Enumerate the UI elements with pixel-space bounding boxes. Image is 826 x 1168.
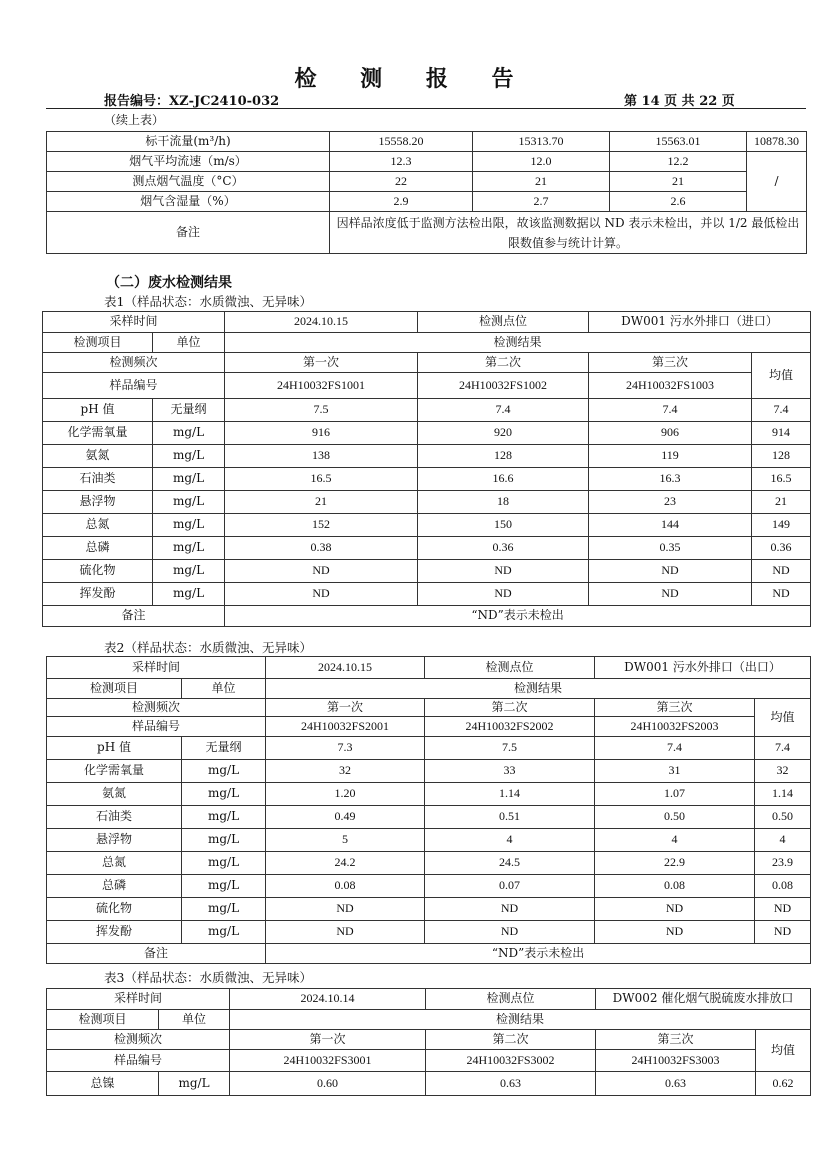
table-row: [47, 760, 811, 783]
sample-date: 2024.10.15: [225, 312, 418, 333]
gas-label: 烟气含湿量（%）: [47, 192, 330, 212]
value-cell: ND: [266, 921, 425, 944]
table-row: [43, 560, 811, 583]
report-number: 报告编号：XZ-JC2410-032: [104, 94, 280, 109]
table-row: [47, 898, 811, 921]
item-unit: 无量纲: [153, 399, 225, 422]
table2-head-row: [47, 699, 811, 717]
value-cell: 0.60: [230, 1072, 426, 1096]
table1-head-row: [43, 333, 811, 353]
table-row: [43, 491, 811, 514]
mean-cell: ND: [755, 921, 811, 944]
point-label: 检测点位: [418, 312, 589, 333]
value-cell: ND: [418, 583, 589, 606]
value-cell: 7.4: [418, 399, 589, 422]
report-title: 检 测 报 告: [294, 66, 532, 92]
mean-cell: 128: [752, 445, 811, 468]
gas-mean-slash: /: [747, 152, 807, 212]
item-unit: mg/L: [153, 422, 225, 445]
value-cell: 1.14: [425, 783, 595, 806]
value-cell: 0.63: [426, 1072, 596, 1096]
mean-cell: 7.4: [752, 399, 811, 422]
table-row: [43, 583, 811, 606]
item-unit: mg/L: [182, 760, 266, 783]
value-cell: ND: [595, 898, 755, 921]
value-cell: 0.38: [225, 537, 418, 560]
value-cell: 33: [425, 760, 595, 783]
freq-label: 检测频次: [47, 699, 266, 717]
table3-caption: 表3（样品状态：水质微浊、无异味）: [104, 970, 312, 985]
table2-remark-row: [47, 944, 811, 964]
mean-cell: 0.62: [756, 1072, 811, 1096]
remark-text: “ND”表示未检出: [225, 606, 811, 627]
mean-cell: 21: [752, 491, 811, 514]
value-cell: 18: [418, 491, 589, 514]
gas-value: 2.6: [610, 192, 747, 212]
item-unit: mg/L: [153, 491, 225, 514]
value-cell: 0.08: [266, 875, 425, 898]
table1-caption: 表1（样品状态：水质微浊、无异味）: [104, 294, 312, 309]
item-name: 石油类: [43, 468, 153, 491]
gas-row: [47, 172, 807, 192]
item-unit: mg/L: [153, 583, 225, 606]
item-name: 化学需氧量: [47, 760, 182, 783]
gas-value: 12.0: [473, 152, 610, 172]
sample-no: 24H10032FS2001: [266, 717, 425, 737]
remark-text: “ND”表示未检出: [266, 944, 811, 964]
value-cell: 7.4: [595, 737, 755, 760]
table-row: [47, 829, 811, 852]
point-value: DW001 污水外排口（出口）: [595, 657, 811, 679]
sample-no-label: 样品编号: [47, 1050, 230, 1072]
sample-no: 24H10032FS3001: [230, 1050, 426, 1072]
value-cell: 7.3: [266, 737, 425, 760]
value-cell: 16.5: [225, 468, 418, 491]
value-cell: 916: [225, 422, 418, 445]
gas-value: 12.3: [330, 152, 473, 172]
continued-note: （续上表）: [104, 113, 165, 127]
first-label: 第一次: [266, 699, 425, 717]
sample-no-label: 样品编号: [47, 717, 266, 737]
value-cell: 32: [266, 760, 425, 783]
value-cell: 906: [589, 422, 752, 445]
gas-value: 15558.20: [330, 132, 473, 152]
gas-value: 2.7: [473, 192, 610, 212]
table-row: [43, 537, 811, 560]
item-unit: mg/L: [153, 514, 225, 537]
mean-cell: 0.50: [755, 806, 811, 829]
value-cell: 0.49: [266, 806, 425, 829]
page-info: 第 14 页 共 22 页: [624, 94, 735, 109]
remark-label: 备注: [47, 944, 266, 964]
second-label: 第二次: [425, 699, 595, 717]
value-cell: 7.4: [589, 399, 752, 422]
item-unit: mg/L: [182, 829, 266, 852]
gas-value: 15563.01: [610, 132, 747, 152]
table-row: [43, 514, 811, 537]
table1-remark-row: [43, 606, 811, 627]
sample-no-label: 样品编号: [43, 373, 225, 399]
item-unit: mg/L: [182, 875, 266, 898]
freq-label: 检测频次: [43, 353, 225, 373]
value-cell: 16.3: [589, 468, 752, 491]
third-label: 第三次: [595, 699, 755, 717]
value-cell: 21: [225, 491, 418, 514]
item-label: 检测项目: [43, 333, 153, 353]
sample-no: 24H10032FS2003: [595, 717, 755, 737]
value-cell: 0.36: [418, 537, 589, 560]
value-cell: 150: [418, 514, 589, 537]
table1-head-row: [43, 373, 811, 399]
table2-head-row: [47, 657, 811, 679]
gas-mean-flow: 10878.30: [747, 132, 807, 152]
second-label: 第二次: [426, 1030, 596, 1050]
gas-value: 12.2: [610, 152, 747, 172]
value-cell: 0.07: [425, 875, 595, 898]
gas-row: [47, 132, 807, 152]
point-label: 检测点位: [426, 989, 596, 1010]
mean-label: 均值: [756, 1030, 811, 1072]
mean-cell: 23.9: [755, 852, 811, 875]
table-row: [47, 852, 811, 875]
unit-label: 单位: [182, 679, 266, 699]
second-label: 第二次: [418, 353, 589, 373]
result-label: 检测结果: [230, 1010, 811, 1030]
gas-value: 2.9: [330, 192, 473, 212]
sample-no: 24H10032FS1001: [225, 373, 418, 399]
item-name: 总磷: [47, 875, 182, 898]
gas-value: 21: [610, 172, 747, 192]
gas-value: 22: [330, 172, 473, 192]
sample-time-label: 采样时间: [47, 989, 230, 1010]
freq-label: 检测频次: [47, 1030, 230, 1050]
mean-cell: 16.5: [752, 468, 811, 491]
table-row: [47, 737, 811, 760]
item-name: 硫化物: [47, 898, 182, 921]
item-name: 总氮: [47, 852, 182, 875]
item-name: 氨氮: [47, 783, 182, 806]
sample-time-label: 采样时间: [43, 312, 225, 333]
item-name: pH 值: [43, 399, 153, 422]
point-value: DW002 催化烟气脱硫废水排放口: [596, 989, 811, 1010]
value-cell: 7.5: [225, 399, 418, 422]
header-divider: [46, 108, 806, 109]
sample-no: 24H10032FS1002: [418, 373, 589, 399]
sample-no: 24H10032FS2002: [425, 717, 595, 737]
item-unit: mg/L: [182, 806, 266, 829]
first-label: 第一次: [225, 353, 418, 373]
table-row: [47, 875, 811, 898]
table-row: [47, 783, 811, 806]
value-cell: ND: [425, 921, 595, 944]
first-label: 第一次: [230, 1030, 426, 1050]
mean-label: 均值: [755, 699, 811, 737]
gas-label: 测点烟气温度（°C）: [47, 172, 330, 192]
value-cell: 138: [225, 445, 418, 468]
mean-cell: 0.08: [755, 875, 811, 898]
table-row: [43, 399, 811, 422]
value-cell: ND: [595, 921, 755, 944]
value-cell: ND: [225, 583, 418, 606]
table-row: [43, 422, 811, 445]
value-cell: 5: [266, 829, 425, 852]
table1-head-row: [43, 312, 811, 333]
result-label: 检测结果: [225, 333, 811, 353]
item-unit: 无量纲: [182, 737, 266, 760]
value-cell: 0.63: [596, 1072, 756, 1096]
table1-head-row: [43, 353, 811, 373]
third-label: 第三次: [589, 353, 752, 373]
remark-label: 备注: [43, 606, 225, 627]
value-cell: ND: [418, 560, 589, 583]
value-cell: 24.2: [266, 852, 425, 875]
mean-cell: 149: [752, 514, 811, 537]
table-row: [47, 921, 811, 944]
table-row: [47, 806, 811, 829]
value-cell: 0.51: [425, 806, 595, 829]
gas-label: 标干流量(m³/h): [47, 132, 330, 152]
value-cell: 0.50: [595, 806, 755, 829]
gas-label: 烟气平均流速（m/s）: [47, 152, 330, 172]
value-cell: 4: [595, 829, 755, 852]
item-name: 挥发酚: [47, 921, 182, 944]
gas-value: 21: [473, 172, 610, 192]
item-name: 氨氮: [43, 445, 153, 468]
table3-head-row: [47, 1010, 811, 1030]
table3-head-row: [47, 1050, 811, 1072]
unit-label: 单位: [159, 1010, 230, 1030]
third-label: 第三次: [596, 1030, 756, 1050]
value-cell: 1.20: [266, 783, 425, 806]
item-unit: mg/L: [153, 560, 225, 583]
value-cell: 7.5: [425, 737, 595, 760]
table2-head-row: [47, 717, 811, 737]
mean-cell: 32: [755, 760, 811, 783]
item-unit: mg/L: [159, 1072, 230, 1096]
mean-label: 均值: [752, 353, 811, 399]
item-unit: mg/L: [182, 898, 266, 921]
section-title: （二）废水检测结果: [106, 275, 232, 291]
point-label: 检测点位: [425, 657, 595, 679]
value-cell: 0.35: [589, 537, 752, 560]
value-cell: 152: [225, 514, 418, 537]
table-row: [43, 468, 811, 491]
value-cell: ND: [589, 560, 752, 583]
item-label: 检测项目: [47, 1010, 159, 1030]
value-cell: 22.9: [595, 852, 755, 875]
sample-no: 24H10032FS1003: [589, 373, 752, 399]
mean-cell: ND: [752, 583, 811, 606]
sample-no: 24H10032FS3003: [596, 1050, 756, 1072]
table-row: [43, 445, 811, 468]
mean-cell: 1.14: [755, 783, 811, 806]
value-cell: 119: [589, 445, 752, 468]
item-name: 挥发酚: [43, 583, 153, 606]
item-name: 硫化物: [43, 560, 153, 583]
item-name: 悬浮物: [47, 829, 182, 852]
value-cell: 1.07: [595, 783, 755, 806]
table2-caption: 表2（样品状态：水质微浊、无异味）: [104, 640, 312, 655]
mean-cell: ND: [752, 560, 811, 583]
sample-time-label: 采样时间: [47, 657, 266, 679]
gas-row: [47, 192, 807, 212]
item-name: 总氮: [43, 514, 153, 537]
value-cell: ND: [589, 583, 752, 606]
mean-cell: 7.4: [755, 737, 811, 760]
gas-remark-row: [47, 212, 807, 254]
value-cell: 128: [418, 445, 589, 468]
table3-head-row: [47, 1030, 811, 1050]
table2-head-row: [47, 679, 811, 699]
item-name: 总镍: [47, 1072, 159, 1096]
table3: [46, 988, 811, 1096]
value-cell: 920: [418, 422, 589, 445]
gas-remark-label: 备注: [47, 212, 330, 254]
table2: [46, 656, 811, 964]
value-cell: 16.6: [418, 468, 589, 491]
value-cell: 31: [595, 760, 755, 783]
item-name: 石油类: [47, 806, 182, 829]
gas-table: [46, 131, 807, 254]
value-cell: 0.08: [595, 875, 755, 898]
value-cell: 4: [425, 829, 595, 852]
item-unit: mg/L: [182, 921, 266, 944]
table1: [42, 311, 811, 627]
mean-cell: ND: [755, 898, 811, 921]
table-row: [47, 1072, 811, 1096]
result-label: 检测结果: [266, 679, 811, 699]
value-cell: ND: [225, 560, 418, 583]
mean-cell: 4: [755, 829, 811, 852]
item-unit: mg/L: [153, 445, 225, 468]
item-unit: mg/L: [182, 852, 266, 875]
mean-cell: 0.36: [752, 537, 811, 560]
item-unit: mg/L: [182, 783, 266, 806]
item-name: 化学需氧量: [43, 422, 153, 445]
value-cell: 144: [589, 514, 752, 537]
item-unit: mg/L: [153, 468, 225, 491]
value-cell: 24.5: [425, 852, 595, 875]
item-name: 总磷: [43, 537, 153, 560]
sample-date: 2024.10.14: [230, 989, 426, 1010]
sample-date: 2024.10.15: [266, 657, 425, 679]
value-cell: 23: [589, 491, 752, 514]
mean-cell: 914: [752, 422, 811, 445]
gas-remark-text: 因样品浓度低于监测方法检出限，故该监测数据以 ND 表示未检出，并以 1/2 最低检出限数值参与统计计算。: [330, 212, 807, 254]
gas-value: 15313.70: [473, 132, 610, 152]
value-cell: ND: [266, 898, 425, 921]
item-name: 悬浮物: [43, 491, 153, 514]
value-cell: ND: [425, 898, 595, 921]
sample-no: 24H10032FS3002: [426, 1050, 596, 1072]
point-value: DW001 污水外排口（进口）: [589, 312, 811, 333]
item-unit: mg/L: [153, 537, 225, 560]
gas-row: [47, 152, 807, 172]
item-name: pH 值: [47, 737, 182, 760]
table3-head-row: [47, 989, 811, 1010]
unit-label: 单位: [153, 333, 225, 353]
item-label: 检测项目: [47, 679, 182, 699]
